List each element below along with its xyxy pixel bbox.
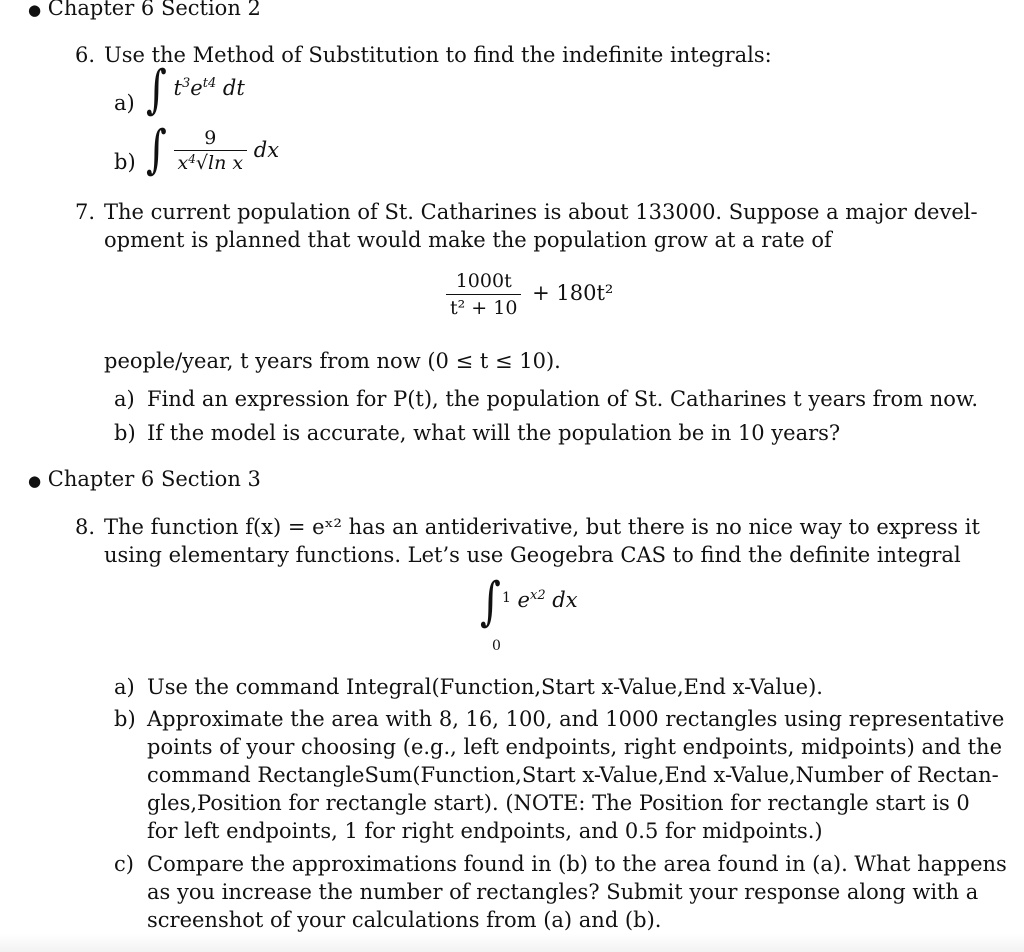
integral-6a: ∫ $t^3e^{t4}$ dt xyxy=(146,60,245,120)
integral-sign-icon: ∫ xyxy=(146,60,167,120)
rate-tail: + 180t² xyxy=(532,281,614,305)
problem-7-line3: people/year, t years from now (0 ≤ t ≤ 10). xyxy=(104,349,561,373)
problem-8b-label: b) xyxy=(114,707,136,731)
rate-numerator: 1000t xyxy=(455,270,512,292)
problem-6a-label: a) xyxy=(114,91,135,115)
bullet-icon: ● xyxy=(28,472,42,490)
rate-denominator: t² + 10 xyxy=(446,294,521,321)
problem-8b-line: points of your choosing (e.g., left endpoints, right endpoints, midpoints) and the xyxy=(147,735,1003,759)
problem-8b-line: Approximate the area with 8, 16, 100, and 1000 rectangles using representative xyxy=(147,707,1005,731)
problem-8c-line: screenshot of your calculations from (a) and (b). xyxy=(147,908,662,932)
rate-formula xyxy=(446,268,613,321)
integral-sign-icon: ∫ xyxy=(146,120,167,180)
section-title: Chapter 6 Section 2 xyxy=(47,0,261,20)
problem-7-number: 7. xyxy=(75,200,96,224)
integral-6b: ∫ $\frac{9}{x^4√\ln x}$ dx xyxy=(146,120,280,180)
problem-6-text: Use the Method of Substitution to find the indefinite integrals: xyxy=(104,43,772,67)
definite-integral: ∫ 1 0 $e^{x2}$ dx xyxy=(480,588,578,622)
integral-lower-limit: 0 xyxy=(492,638,501,654)
problem-8c-line: as you increase the number of rectangles? Submit your response along with a xyxy=(147,880,979,904)
problem-6b-label: b) xyxy=(114,150,136,174)
problem-8b-line: for left endpoints, 1 for right endpoints, and 0.5 for midpoints.) xyxy=(147,819,823,843)
integral-sign-icon: ∫ xyxy=(480,572,501,632)
problem-8-line1: The function f(x) = eˣ² has an antiderivative, but there is no nice way to express it xyxy=(104,515,980,539)
problem-8b-text xyxy=(147,705,1004,845)
problem-8-number: 8. xyxy=(75,515,96,539)
problem-8c-label: c) xyxy=(114,852,134,876)
problem-7-line2: opment is planned that would make the population grow at a rate of xyxy=(104,228,832,252)
section-heading xyxy=(28,0,261,24)
problem-7a-text: Find an expression for P(t), the population of St. Catharines t years from now. xyxy=(147,387,979,411)
problem-8b-line: command RectangleSum(Function,Start x-Value,End x-Value,Number of Rectan- xyxy=(147,763,999,787)
problem-8b-line: gles,Position for rectangle start). (NOTE: The Position for rectangle start is 0 xyxy=(147,791,970,815)
problem-7-line1: The current population of St. Catharines is about 133000. Suppose a major devel- xyxy=(104,200,978,224)
problem-7a-label: a) xyxy=(114,387,135,411)
problem-8c-text xyxy=(147,850,1007,934)
problem-8-line2: using elementary functions. Let’s use Geogebra CAS to find the definite integral xyxy=(104,543,961,567)
problem-7b-label: b) xyxy=(114,421,136,445)
section-heading xyxy=(28,465,261,495)
bullet-icon: ● xyxy=(28,1,42,19)
problem-8c-line: Compare the approximations found in (b) to the area found in (a). What happens xyxy=(147,852,1007,876)
section-title: Chapter 6 Section 3 xyxy=(47,467,261,491)
problem-8a-text: Use the command Integral(Function,Start x-Value,End x-Value). xyxy=(147,675,823,699)
fraction-numerator: 9 xyxy=(204,127,217,149)
page-bottom-edge xyxy=(0,934,1024,952)
problem-8a-label: a) xyxy=(114,675,135,699)
integral-upper-limit: 1 xyxy=(502,590,511,606)
problem-7b-text: If the model is accurate, what will the population be in 10 years? xyxy=(147,421,841,445)
problem-6-number: 6. xyxy=(75,43,96,67)
